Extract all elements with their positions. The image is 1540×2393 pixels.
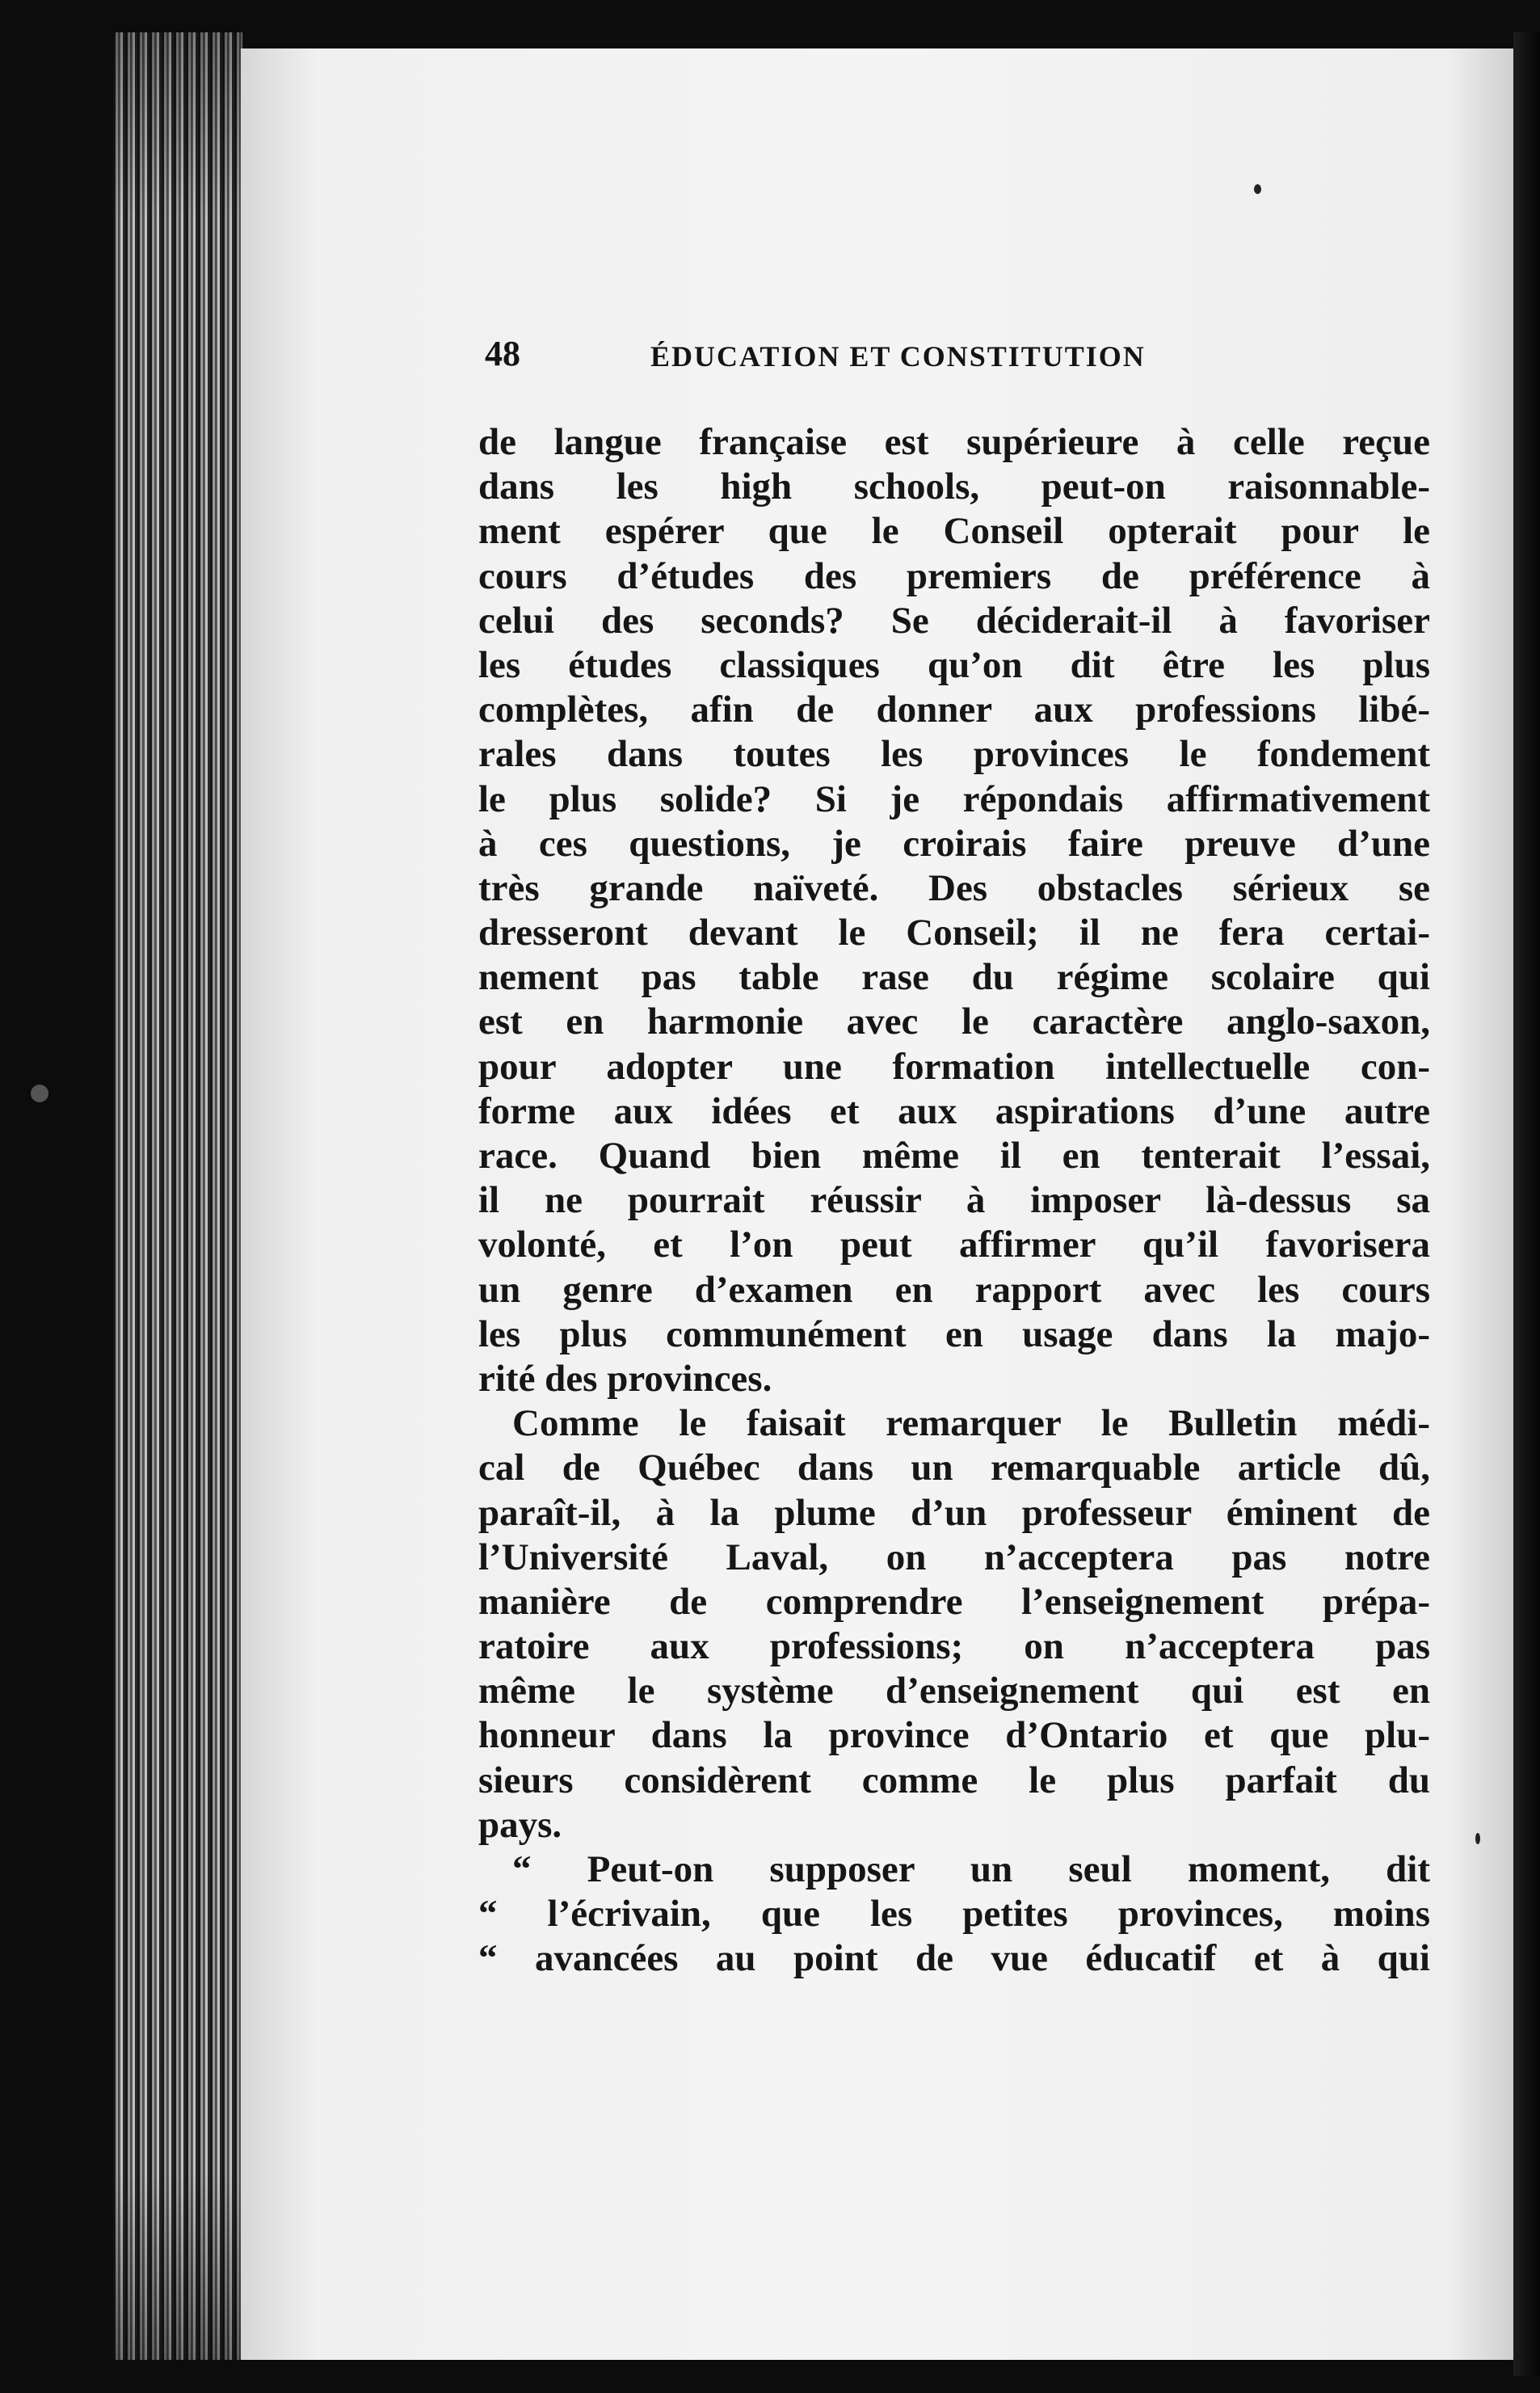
text-line: complètes, afin de donner aux professions libé- [478, 689, 1430, 731]
text-line: Comme le faisait remarquer le Bulletin médi- [512, 1402, 1430, 1445]
text-line: “ l’écrivain, que les petites provinces, moins [478, 1893, 1430, 1936]
text-line: volonté, et l’on peut affirmer qu’il favorisera [478, 1224, 1430, 1266]
text-line: l’Université Laval, on n’acceptera pas notre [478, 1536, 1430, 1578]
page-number: 48 [485, 334, 520, 373]
text-line: race. Quand bien même il en tenterait l’essai, [478, 1135, 1430, 1177]
dust-speck [1254, 184, 1261, 194]
text-line: de langue française est supérieure à celle reçue [478, 421, 1430, 463]
text-line: à ces questions, je croirais faire preuve d’une [478, 822, 1430, 865]
text-line: “ Peut-on supposer un seul moment, dit [512, 1848, 1430, 1890]
text-line: celui des seconds? Se déciderait-il à favoriser [478, 599, 1430, 642]
text-line: rales dans toutes les provinces le fondement [478, 733, 1430, 776]
text-line: les études classiques qu’on dit être les plus [478, 643, 1430, 686]
text-line: cal de Québec dans un remarquable article dû, [478, 1447, 1430, 1489]
text-line: manière de comprendre l’enseignement prépa- [478, 1580, 1430, 1623]
text-line: dresseront devant le Conseil; il ne fera certai- [478, 912, 1430, 954]
running-title: ÉDUCATION ET CONSTITUTION [650, 340, 1146, 373]
text-line: cours d’études des premiers de préférence à [478, 554, 1430, 597]
text-line: est en harmonie avec le caractère anglo-saxon, [478, 1001, 1430, 1043]
text-line: sieurs considèrent comme le plus parfait du [478, 1759, 1430, 1801]
text-line: le plus solide? Si je répondais affirmativement [478, 777, 1430, 820]
text-line: il ne pourrait réussir à imposer là-dessus sa [478, 1179, 1430, 1222]
text-line: nement pas table rase du régime scolaire qui [478, 956, 1430, 999]
dust-speck [1475, 1833, 1480, 1844]
text-line: “ avancées au point de vue éducatif et à qui [478, 1937, 1430, 1980]
text-line: honneur dans la province d’Ontario et que plu- [478, 1714, 1430, 1757]
text-line: rité des provinces. [478, 1357, 772, 1400]
text-line: paraît-il, à la plume d’un professeur éminent de [478, 1491, 1430, 1534]
text-line: même le système d’enseignement qui est en [478, 1670, 1430, 1713]
body-text [478, 420, 1430, 1982]
text-line: un genre d’examen en rapport avec les cours [478, 1268, 1430, 1311]
text-line: les plus communément en usage dans la majo- [478, 1312, 1430, 1355]
right-dark-margin [1513, 32, 1540, 2376]
text-line: forme aux idées et aux aspirations d’une autre [478, 1089, 1430, 1132]
dust-speck [31, 1085, 48, 1102]
text-line: dans les high schools, peut-on raisonnable- [478, 466, 1430, 508]
running-header [485, 333, 1260, 390]
text-line: ment espérer que le Conseil opterait pour le [478, 510, 1430, 553]
text-line: très grande naïveté. Des obstacles sérieux se [478, 866, 1430, 909]
text-line: pays. [478, 1803, 562, 1846]
text-line: pour adopter une formation intellectuelle con- [478, 1045, 1430, 1088]
page-edges-shadow [113, 32, 242, 2360]
text-line: ratoire aux professions; on n’acceptera pas [478, 1625, 1430, 1668]
